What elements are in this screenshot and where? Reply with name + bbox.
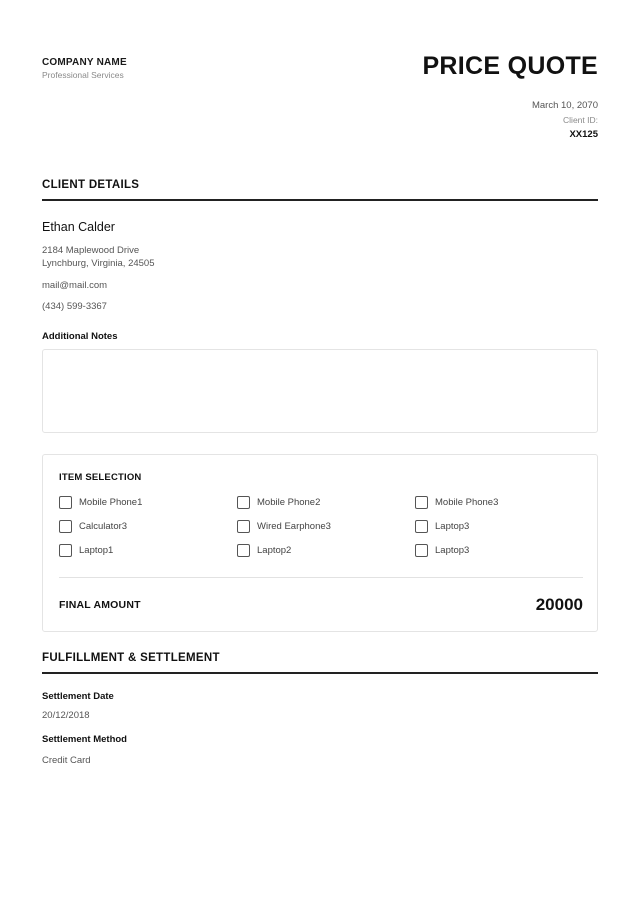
checkbox[interactable] [415, 496, 428, 509]
checkbox[interactable] [237, 496, 250, 509]
item-option[interactable] [415, 519, 469, 533]
checkbox[interactable] [237, 544, 250, 557]
checkbox[interactable] [415, 544, 428, 557]
final-amount-label: FINAL AMOUNT [59, 599, 141, 611]
quote-date: March 10, 2070 [531, 100, 598, 111]
fulfillment-heading: FULFILLMENT & SETTLEMENT [42, 652, 220, 664]
item-option[interactable] [59, 519, 127, 533]
settlement-method-label: Settlement Method [42, 734, 127, 745]
settlement-date-label: Settlement Date [42, 691, 114, 702]
checkbox[interactable] [59, 520, 72, 533]
client-address-line2: Lynchburg, Virginia, 24505 [42, 258, 155, 269]
client-details-heading: CLIENT DETAILS [42, 179, 140, 191]
item-option[interactable] [237, 543, 291, 557]
item-option[interactable] [415, 495, 498, 509]
item-option-label: Calculator3 [79, 520, 128, 532]
document-title: PRICE QUOTE [422, 52, 598, 80]
checkbox[interactable] [237, 520, 250, 533]
client-id-label: Client ID: [563, 115, 598, 125]
item-option[interactable] [59, 543, 113, 557]
item-selection-card [42, 454, 598, 632]
item-option-label: Mobile Phone1 [79, 496, 143, 508]
item-option-label: Laptop3 [435, 520, 470, 532]
client-id-value: XX125 [569, 129, 598, 140]
settlement-method-value: Credit Card [42, 755, 91, 766]
item-option-label: Mobile Phone2 [257, 496, 321, 508]
additional-notes-field[interactable] [42, 349, 598, 433]
client-phone: (434) 599-3367 [42, 301, 107, 312]
item-option-label: Wired Earphone3 [257, 520, 331, 532]
item-option[interactable] [415, 543, 469, 557]
client-name: Ethan Calder [42, 220, 115, 234]
item-option[interactable] [59, 495, 142, 509]
item-option-label: Laptop1 [79, 544, 114, 556]
final-amount-value: 20000 [535, 595, 583, 614]
client-email: mail@mail.com [42, 280, 108, 291]
item-option-label: Laptop2 [257, 544, 292, 556]
checkbox[interactable] [415, 520, 428, 533]
item-option[interactable] [237, 495, 320, 509]
item-selection-heading: ITEM SELECTION [59, 472, 142, 483]
item-option[interactable] [237, 519, 331, 533]
item-option-label: Mobile Phone3 [435, 496, 499, 508]
checkbox[interactable] [59, 496, 72, 509]
checkbox[interactable] [59, 544, 72, 557]
item-option-label: Laptop3 [435, 544, 470, 556]
client-address-line1: 2184 Maplewood Drive [42, 245, 140, 256]
fulfillment-divider [42, 672, 598, 674]
client-details-divider [42, 199, 598, 201]
card-divider [59, 577, 583, 578]
settlement-date-value: 20/12/2018 [42, 710, 90, 721]
additional-notes-label: Additional Notes [42, 331, 118, 342]
company-name: COMPANY NAME [42, 57, 127, 68]
company-tagline: Professional Services [42, 70, 124, 80]
